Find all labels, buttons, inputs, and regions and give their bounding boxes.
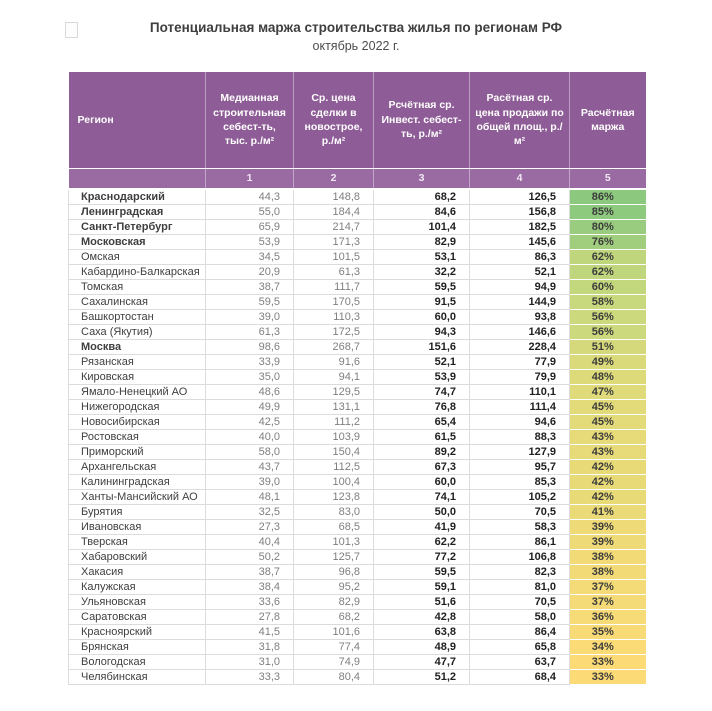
region-name: Челябинская: [69, 670, 206, 685]
sale-price-value: 70,5: [470, 505, 570, 520]
median-cost-value: 38,7: [206, 280, 294, 295]
sale-price-value: 144,9: [470, 295, 570, 310]
table-row: [69, 370, 646, 385]
invest-cost-value: 82,9: [374, 235, 470, 250]
sale-price-value: 58,0: [470, 610, 570, 625]
invest-cost-value: 65,4: [374, 415, 470, 430]
invest-cost-value: 84,6: [374, 205, 470, 220]
sale-price-value: 94,6: [470, 415, 570, 430]
margin-value: 56%: [570, 310, 646, 325]
deal-price-value: 172,5: [294, 325, 374, 340]
column-index-4: 4: [470, 168, 570, 189]
sale-price-value: 182,5: [470, 220, 570, 235]
invest-cost-value: 41,9: [374, 520, 470, 535]
deal-price-value: 101,6: [294, 625, 374, 640]
region-name: Саха (Якутия): [69, 325, 206, 340]
deal-price-value: 101,5: [294, 250, 374, 265]
invest-cost-value: 51,6: [374, 595, 470, 610]
region-name: Томская: [69, 280, 206, 295]
region-name: Брянская: [69, 640, 206, 655]
margin-value: 56%: [570, 325, 646, 340]
margin-value: 39%: [570, 535, 646, 550]
median-cost-value: 55,0: [206, 205, 294, 220]
invest-cost-value: 48,9: [374, 640, 470, 655]
column-index-1: 1: [206, 168, 294, 189]
table-row: [69, 220, 646, 235]
median-cost-value: 65,9: [206, 220, 294, 235]
invest-cost-value: 52,1: [374, 355, 470, 370]
sale-price-value: 86,3: [470, 250, 570, 265]
deal-price-value: 68,2: [294, 610, 374, 625]
deal-price-value: 96,8: [294, 565, 374, 580]
region-name: Ленинградская: [69, 205, 206, 220]
margin-value: 37%: [570, 595, 646, 610]
table-row: [69, 610, 646, 625]
sale-price-value: 110,1: [470, 385, 570, 400]
margin-value: 33%: [570, 655, 646, 670]
table-row: [69, 280, 646, 295]
column-header-margin: Расчётная маржа: [570, 72, 646, 168]
invest-cost-value: 53,9: [374, 370, 470, 385]
deal-price-value: 129,5: [294, 385, 374, 400]
region-name: Хабаровский: [69, 550, 206, 565]
column-index-row: [69, 168, 646, 189]
margin-value: 62%: [570, 265, 646, 280]
table-row: [69, 595, 646, 610]
table-row: [69, 550, 646, 565]
page-title: Потенциальная маржа строительства жилья по регионам РФ: [149, 20, 563, 35]
sale-price-value: 86,1: [470, 535, 570, 550]
margin-value: 35%: [570, 625, 646, 640]
deal-price-value: 95,2: [294, 580, 374, 595]
region-name: Новосибирская: [69, 415, 206, 430]
deal-price-value: 131,1: [294, 400, 374, 415]
region-name: Рязанская: [69, 355, 206, 370]
region-name: Кабардино-Балкарская: [69, 265, 206, 280]
region-name: Ростовская: [69, 430, 206, 445]
sale-price-value: 65,8: [470, 640, 570, 655]
region-name: Ивановская: [69, 520, 206, 535]
margin-value: 48%: [570, 370, 646, 385]
median-cost-value: 27,8: [206, 610, 294, 625]
sale-price-value: 79,9: [470, 370, 570, 385]
region-name: Санкт-Петербург: [69, 220, 206, 235]
margin-value: 62%: [570, 250, 646, 265]
column-index-3: 3: [374, 168, 470, 189]
deal-price-value: 150,4: [294, 445, 374, 460]
invest-cost-value: 60,0: [374, 475, 470, 490]
median-cost-value: 43,7: [206, 460, 294, 475]
margin-value: 41%: [570, 505, 646, 520]
invest-cost-value: 63,8: [374, 625, 470, 640]
deal-price-value: 94,1: [294, 370, 374, 385]
table-row: [69, 505, 646, 520]
margin-value: 47%: [570, 385, 646, 400]
median-cost-value: 53,9: [206, 235, 294, 250]
deal-price-value: 91,6: [294, 355, 374, 370]
deal-price-value: 77,4: [294, 640, 374, 655]
table-row: [69, 625, 646, 640]
invest-cost-value: 42,8: [374, 610, 470, 625]
deal-price-value: 125,7: [294, 550, 374, 565]
invest-cost-value: 74,1: [374, 490, 470, 505]
column-index-5: 5: [570, 168, 646, 189]
table-row: [69, 295, 646, 310]
margin-value: 33%: [570, 670, 646, 685]
region-name: Хакасия: [69, 565, 206, 580]
deal-price-value: 103,9: [294, 430, 374, 445]
region-name: Красноярский: [69, 625, 206, 640]
deal-price-value: 100,4: [294, 475, 374, 490]
median-cost-value: 44,3: [206, 189, 294, 205]
margin-value: 43%: [570, 430, 646, 445]
sale-price-value: 95,7: [470, 460, 570, 475]
sale-price-value: 228,4: [470, 340, 570, 355]
median-cost-value: 35,0: [206, 370, 294, 385]
median-cost-value: 33,9: [206, 355, 294, 370]
region-name: Кировская: [69, 370, 206, 385]
table-row: [69, 310, 646, 325]
median-cost-value: 31,0: [206, 655, 294, 670]
region-name: Башкортостан: [69, 310, 206, 325]
invest-cost-value: 59,5: [374, 565, 470, 580]
margin-value: 51%: [570, 340, 646, 355]
invest-cost-value: 61,5: [374, 430, 470, 445]
margin-value: 42%: [570, 460, 646, 475]
invest-cost-value: 91,5: [374, 295, 470, 310]
invest-cost-value: 67,3: [374, 460, 470, 475]
deal-price-value: 111,7: [294, 280, 374, 295]
deal-price-value: 123,8: [294, 490, 374, 505]
sale-price-value: 94,9: [470, 280, 570, 295]
table-row: [69, 355, 646, 370]
table-row: [69, 385, 646, 400]
sale-price-value: 77,9: [470, 355, 570, 370]
deal-price-value: 170,5: [294, 295, 374, 310]
column-header-sale-price: Расётная ср. цена продажи по общей площ., р./м²: [470, 72, 570, 168]
median-cost-value: 98,6: [206, 340, 294, 355]
header-row: [69, 72, 646, 168]
invest-cost-value: 76,8: [374, 400, 470, 415]
table-row: [69, 475, 646, 490]
deal-price-value: 101,3: [294, 535, 374, 550]
deal-price-value: 68,5: [294, 520, 374, 535]
sale-price-value: 81,0: [470, 580, 570, 595]
table-row: [69, 445, 646, 460]
invest-cost-value: 101,4: [374, 220, 470, 235]
invest-cost-value: 68,2: [374, 189, 470, 205]
margin-value: 85%: [570, 205, 646, 220]
median-cost-value: 40,0: [206, 430, 294, 445]
margin-table: [68, 72, 646, 685]
margin-value: 49%: [570, 355, 646, 370]
margin-value: 58%: [570, 295, 646, 310]
sale-price-value: 85,3: [470, 475, 570, 490]
invest-cost-value: 77,2: [374, 550, 470, 565]
margin-value: 36%: [570, 610, 646, 625]
deal-price-value: 111,2: [294, 415, 374, 430]
margin-value: 76%: [570, 235, 646, 250]
margin-value: 38%: [570, 565, 646, 580]
region-name: Московская: [69, 235, 206, 250]
invest-cost-value: 50,0: [374, 505, 470, 520]
region-name: Омская: [69, 250, 206, 265]
table-row: [69, 565, 646, 580]
table-row: [69, 520, 646, 535]
sale-price-value: 93,8: [470, 310, 570, 325]
table-body: [69, 189, 646, 685]
table-row: [69, 460, 646, 475]
margin-value: 86%: [570, 189, 646, 205]
column-header-deal-price: Ср. цена сделки в новострое, р./м²: [294, 72, 374, 168]
table-row: [69, 535, 646, 550]
invest-cost-value: 151,6: [374, 340, 470, 355]
median-cost-value: 39,0: [206, 475, 294, 490]
table-row: [69, 250, 646, 265]
region-name: Архангельская: [69, 460, 206, 475]
region-name: Тверская: [69, 535, 206, 550]
median-cost-value: 41,5: [206, 625, 294, 640]
title-block: [0, 20, 712, 55]
sale-price-value: 126,5: [470, 189, 570, 205]
margin-value: 38%: [570, 550, 646, 565]
sale-price-value: 63,7: [470, 655, 570, 670]
table-row: [69, 580, 646, 595]
region-name: Ханты-Мансийский АО: [69, 490, 206, 505]
sale-price-value: 156,8: [470, 205, 570, 220]
deal-price-value: 148,8: [294, 189, 374, 205]
table-row: [69, 640, 646, 655]
page-subtitle: октябрь 2022 г.: [312, 38, 400, 53]
table-row: [69, 670, 646, 685]
sale-price-value: 145,6: [470, 235, 570, 250]
median-cost-value: 38,4: [206, 580, 294, 595]
margin-value: 45%: [570, 415, 646, 430]
margin-value: 39%: [570, 520, 646, 535]
deal-price-value: 268,7: [294, 340, 374, 355]
invest-cost-value: 94,3: [374, 325, 470, 340]
median-cost-value: 50,2: [206, 550, 294, 565]
sale-price-value: 146,6: [470, 325, 570, 340]
region-name: Ямало-Ненецкий АО: [69, 385, 206, 400]
sale-price-value: 88,3: [470, 430, 570, 445]
region-name: Нижегородская: [69, 400, 206, 415]
margin-value: 80%: [570, 220, 646, 235]
sale-price-value: 70,5: [470, 595, 570, 610]
region-name: Москва: [69, 340, 206, 355]
median-cost-value: 27,3: [206, 520, 294, 535]
table-header: [69, 72, 646, 189]
table-row: [69, 400, 646, 415]
median-cost-value: 32,5: [206, 505, 294, 520]
deal-price-value: 171,3: [294, 235, 374, 250]
region-name: Калужская: [69, 580, 206, 595]
invest-cost-value: 89,2: [374, 445, 470, 460]
deal-price-value: 74,9: [294, 655, 374, 670]
table-row: [69, 415, 646, 430]
invest-cost-value: 59,1: [374, 580, 470, 595]
median-cost-value: 34,5: [206, 250, 294, 265]
deal-price-value: 82,9: [294, 595, 374, 610]
column-header-median-cost: Медианная строительная себест-ть, тыс. р./м²: [206, 72, 294, 168]
median-cost-value: 31,8: [206, 640, 294, 655]
margin-value: 42%: [570, 475, 646, 490]
deal-price-value: 112,5: [294, 460, 374, 475]
table-row: [69, 430, 646, 445]
region-name: Саратовская: [69, 610, 206, 625]
sale-price-value: 127,9: [470, 445, 570, 460]
region-name: Сахалинская: [69, 295, 206, 310]
table-row: [69, 235, 646, 250]
median-cost-value: 58,0: [206, 445, 294, 460]
invest-cost-value: 59,5: [374, 280, 470, 295]
deal-price-value: 110,3: [294, 310, 374, 325]
margin-value: 45%: [570, 400, 646, 415]
region-name: Калининградская: [69, 475, 206, 490]
invest-cost-value: 32,2: [374, 265, 470, 280]
median-cost-value: 61,3: [206, 325, 294, 340]
table-row: [69, 340, 646, 355]
column-header-invest-cost: Рсчётная ср. Инвест. себест-ть, р./м²: [374, 72, 470, 168]
deal-price-value: 80,4: [294, 670, 374, 685]
column-header-region: Регион: [69, 72, 206, 168]
median-cost-value: 33,6: [206, 595, 294, 610]
table-row: [69, 189, 646, 205]
column-index-2: 2: [294, 168, 374, 189]
sale-price-value: 82,3: [470, 565, 570, 580]
table-row: [69, 205, 646, 220]
margin-value: 43%: [570, 445, 646, 460]
region-name: Бурятия: [69, 505, 206, 520]
median-cost-value: 42,5: [206, 415, 294, 430]
table-row: [69, 655, 646, 670]
region-name: Краснодарский: [69, 189, 206, 205]
column-index-0: [69, 168, 206, 189]
region-name: Ульяновская: [69, 595, 206, 610]
median-cost-value: 48,1: [206, 490, 294, 505]
invest-cost-value: 74,7: [374, 385, 470, 400]
sale-price-value: 105,2: [470, 490, 570, 505]
sale-price-value: 106,8: [470, 550, 570, 565]
invest-cost-value: 60,0: [374, 310, 470, 325]
table-row: [69, 265, 646, 280]
median-cost-value: 20,9: [206, 265, 294, 280]
median-cost-value: 39,0: [206, 310, 294, 325]
margin-value: 60%: [570, 280, 646, 295]
sale-price-value: 111,4: [470, 400, 570, 415]
median-cost-value: 38,7: [206, 565, 294, 580]
sale-price-value: 86,4: [470, 625, 570, 640]
deal-price-value: 61,3: [294, 265, 374, 280]
median-cost-value: 48,6: [206, 385, 294, 400]
table-row: [69, 325, 646, 340]
region-name: Вологодская: [69, 655, 206, 670]
sale-price-value: 58,3: [470, 520, 570, 535]
deal-price-value: 184,4: [294, 205, 374, 220]
invest-cost-value: 51,2: [374, 670, 470, 685]
median-cost-value: 49,9: [206, 400, 294, 415]
deal-price-value: 214,7: [294, 220, 374, 235]
invest-cost-value: 53,1: [374, 250, 470, 265]
deal-price-value: 83,0: [294, 505, 374, 520]
invest-cost-value: 62,2: [374, 535, 470, 550]
margin-value: 42%: [570, 490, 646, 505]
median-cost-value: 40,4: [206, 535, 294, 550]
region-name: Приморский: [69, 445, 206, 460]
median-cost-value: 33,3: [206, 670, 294, 685]
sale-price-value: 52,1: [470, 265, 570, 280]
margin-value: 34%: [570, 640, 646, 655]
sale-price-value: 68,4: [470, 670, 570, 685]
median-cost-value: 59,5: [206, 295, 294, 310]
table-row: [69, 490, 646, 505]
margin-value: 37%: [570, 580, 646, 595]
invest-cost-value: 47,7: [374, 655, 470, 670]
